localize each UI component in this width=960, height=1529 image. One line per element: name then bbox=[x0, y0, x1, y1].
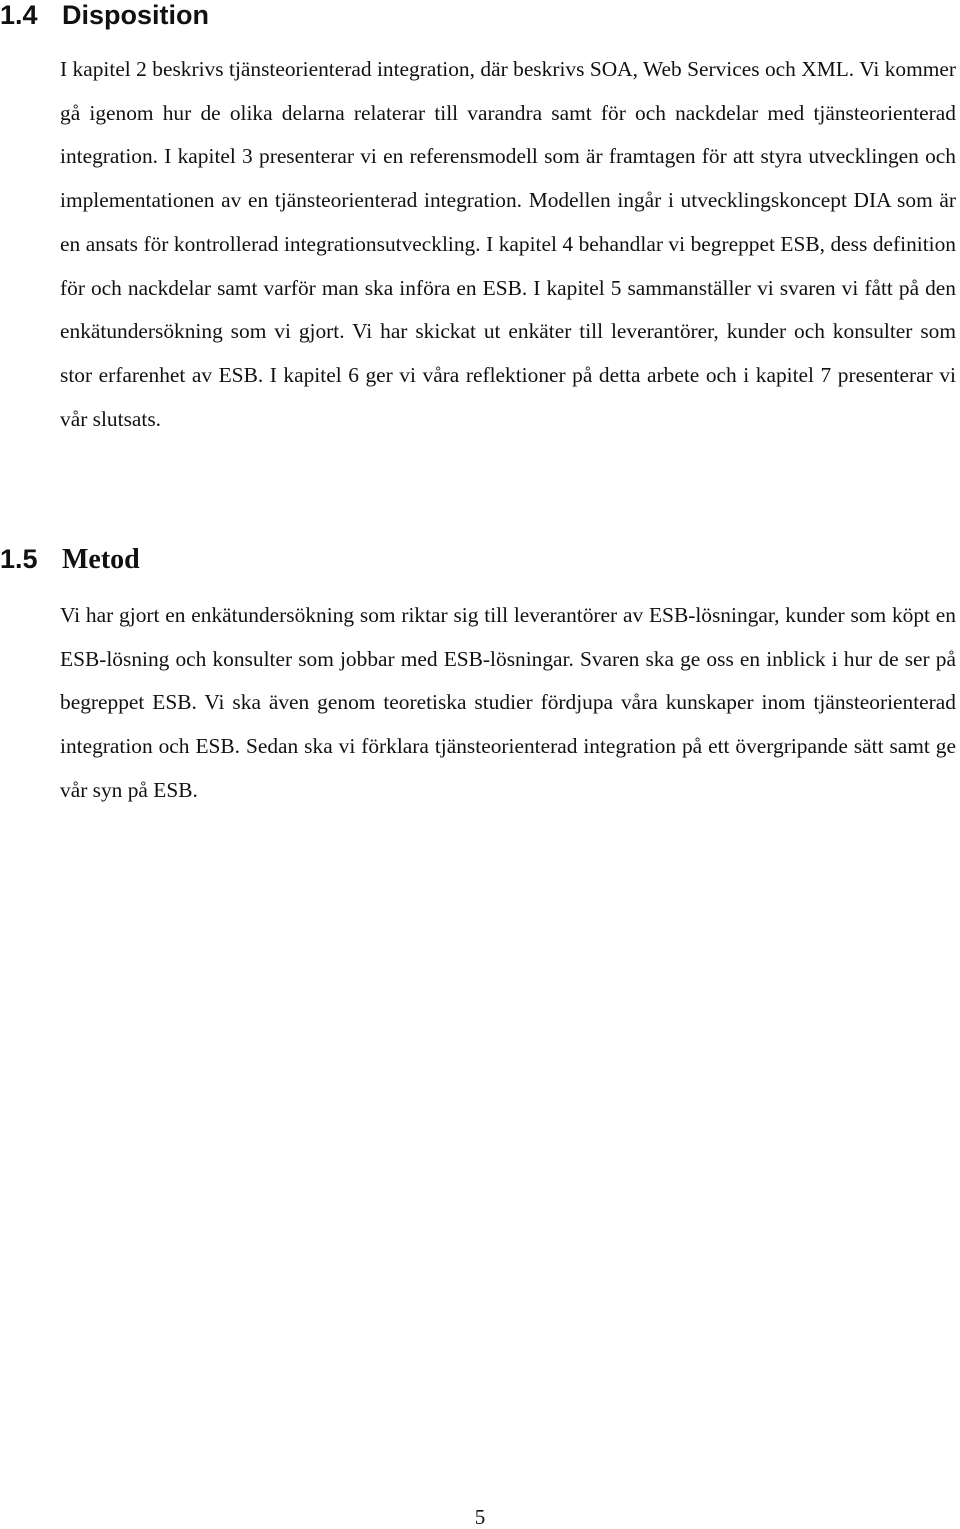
section-heading bbox=[0, 0, 960, 30]
section-disposition bbox=[0, 0, 960, 431]
section-number: 1.4 bbox=[0, 0, 38, 30]
section-title: Metod bbox=[62, 544, 140, 575]
section-number: 1.5 bbox=[0, 544, 38, 574]
section-paragraph: Vi har gjort en enkätundersökning som riktar sig till leverantörer av ESB-lösningar, kunder som köpt en ESB-lösning och konsulter som jobbar med ESB-lösningar. Svaren ska ge oss en inblick i hur de ser på begreppet ESB. Vi ska även genom teoretiska studier fördjupa våra kunskaper inom tjänsteorienterad integration och ESB. Sedan ska vi förklara tjänsteorienterad integration på ett övergripande sätt samt ge vår syn på ESB. bbox=[60, 603, 956, 802]
section-heading bbox=[0, 544, 960, 574]
section-metod bbox=[0, 544, 960, 802]
page-number: 5 bbox=[474, 1505, 486, 1529]
section-title: Disposition bbox=[62, 0, 209, 30]
section-paragraph: I kapitel 2 beskrivs tjänsteorienterad integration, där beskrivs SOA, Web Services och XML. Vi kommer gå igenom hur de olika delarna relaterar till varandra samt för och nackdelar med tjänsteorienterad integration. I kapitel 3 presenterar vi en referensmodell som är framtagen för att styra utvecklingen och implementationen av en tjänsteorienterad integration. Modellen ingår i utvecklingskoncept DIA som är en ansats för kontrollerad integrationsutveckling. I kapitel 4 behandlar vi begreppet ESB, dess definition för och nackdelar samt varför man ska införa en ESB. I kapitel 5 sammanställer vi svaren vi fått på den enkätundersökning som vi gjort. Vi har skickat ut enkäter till leverantörer, kunder och konsulter som stor erfarenhet av ESB. I kapitel 6 ger vi våra reflektioner på detta arbete och i kapitel 7 presenterar vi vår slutsats. bbox=[60, 57, 956, 431]
